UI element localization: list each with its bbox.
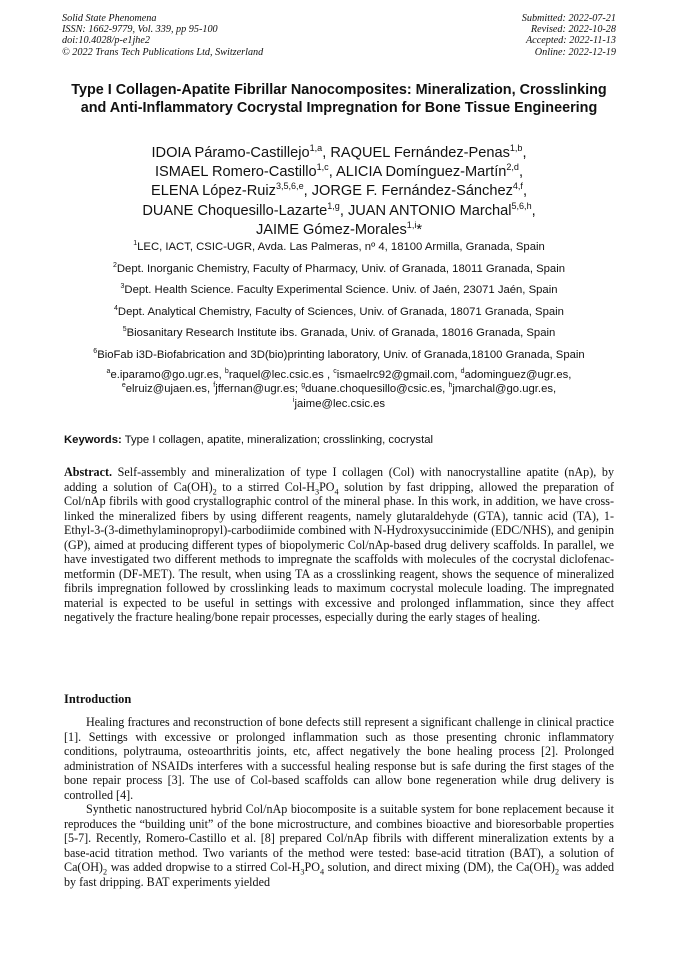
abstract-text: Self-assembly and mineralization of type I collagen (Col) with nanocrystalline apatite (nAp), by adding a solution of Ca(OH) (64, 465, 614, 494)
paragraph-text: Synthetic nanostructured hybrid Col/nAp biocomposite is a suitable system for bone replacement because it reproduces the “building unit” of the bone microstructure, and combines bioactive and bioresorbable properties [5-7]. Recently, Romero-Castillo et al. [8] prepared Col/nAp fibrils with different mineralization extents by a base-acid titration method. Two variants of the method were tested: base-acid titration (BAT), a solution of Ca(OH) (64, 802, 614, 874)
subscript: 4 (334, 486, 339, 496)
keywords-label: Keywords: (64, 434, 122, 446)
affiliation (40, 305, 638, 319)
email-sup: f (213, 382, 216, 390)
author-name: ALICIA Domínguez-Martín (336, 164, 507, 181)
email-sup: g (301, 382, 306, 390)
affiliation (40, 326, 638, 340)
subscript: 2 (102, 867, 108, 877)
affiliation-sup: 4 (114, 305, 118, 313)
abstract-paragraph (64, 465, 614, 625)
copyright-line: © 2022 Trans Tech Publications Ltd, Switzerland (62, 46, 264, 58)
email-link[interactable]: jmarchal@go.ugr.es (452, 383, 553, 396)
email-link[interactable]: ismaelrc92@gmail.com (336, 369, 455, 381)
email-sup: d (460, 368, 465, 376)
affiliation (40, 240, 638, 254)
introduction-heading: Introduction (64, 692, 132, 706)
email-link[interactable]: adominguez@ugr.es (464, 369, 569, 381)
email-link[interactable]: jffernan@ugr.es (215, 383, 295, 396)
affiliation-text: BioFab i3D-Biofabrication and 3D(bio)printing laboratory, Univ. of Granada,18100 Granada, Spain (97, 348, 585, 361)
subscript: 4 (319, 867, 325, 877)
paragraph-text: was added dropwise to a stirred Col-H (107, 860, 301, 874)
author-affil-sup: 1,i (406, 219, 417, 230)
author-affil-sup: 5,6,h (511, 200, 532, 211)
corresponding-author-mark: * (416, 221, 423, 238)
author-affil-sup: 1,c (316, 162, 329, 173)
submitted-date: Submitted: 2022-07-21 (521, 13, 616, 24)
email-sup: e (121, 382, 126, 390)
email-sup: a (106, 368, 111, 376)
introduction-body (64, 715, 614, 889)
paragraph-text: was added by fast dripping. BAT experiments yielded (64, 860, 615, 889)
email-link[interactable]: e.iparamo@go.ugr.es (110, 369, 219, 381)
author-name: JUAN ANTONIO Marchal (347, 202, 512, 219)
subscript: 2 (554, 867, 560, 877)
affiliation-sup: 5 (122, 326, 127, 334)
author-affil-sup: 1,a (309, 143, 323, 154)
email-sup: b (224, 368, 229, 376)
subscript: 3 (300, 867, 305, 877)
email-link[interactable]: elruiz@ujaen.es (125, 383, 207, 396)
subscript: 3 (314, 486, 320, 496)
email-sup: i (292, 396, 295, 404)
author-name: JAIME Gómez-Morales (255, 221, 407, 238)
accepted-date: Accepted: 2022-11-13 (525, 35, 616, 47)
affiliation-text: Dept. Inorganic Chemistry, Faculty of Pharmacy, Univ. of Granada, 18011 Granada, Spain (116, 262, 566, 275)
affiliation (40, 262, 638, 276)
issn-line: ISSN: 1662-9779, Vol. 339, pp 95-100 (62, 24, 218, 36)
author-list: IDOIA Páramo-Castillejo$^{1,a}$, RAQUEL Fernández-Penas$^{1,b}$, ISMAEL Romero-Castillo$^{1,c}$, ALICIA Domínguez-Martín$^{2,d}$, ELENA López-Ruiz$^{3,5,6,e}$, JORGE F. Fernández-Sánchez$^{4,f}$, DUANE Choquesillo-Lazarte$^{1,g}$, JUAN ANTONIO Marchal$^{5,6,h}$, JAIME Gómez-Morales$^{1,i}$* (142, 143, 536, 238)
journal-header-right (522, 13, 616, 58)
paper-title: Type I Collagen-Apatite Fibrillar Nanocomposites: Mineralization, Crosslinking and Anti-Inflammatory Cocrystal Impregnation for Bone Tissue Engineering (71, 82, 607, 116)
author-name: RAQUEL Fernández-Penas (330, 145, 510, 161)
affiliation-sup: 6 (93, 348, 98, 356)
author-affil-sup: 1,g (327, 200, 340, 211)
keywords-text: Type I collagen, apatite, mineralization; crosslinking, cocrystal (124, 434, 434, 446)
paragraph-text: Healing fractures and reconstruction of bone defects still represent a significant challenge in clinical practice [1]. Settings with excessive or prolonged inflammation such as those presenting chronic inflammatory conditions, polytrauma, osteoarthritis joints, etc, affect negatively the bone healing process [2]. Prolonged administration of NSAIDs interferes with a successful healing response but is safe during the first stages of the bone repair process [3]. The use of Col-based scaffolds can allow bone regeneration while drug delivery is controlled [4]. (64, 715, 614, 802)
author-name: IDOIA Páramo-Castillejo (151, 145, 310, 161)
author-name: DUANE Choquesillo-Lazarte (142, 202, 328, 219)
keywords-line (64, 433, 616, 447)
revised-date: Revised: 2022-10-28 (530, 24, 616, 36)
affiliation-sup: 3 (120, 283, 125, 291)
author-affil-sup: 1,b (509, 143, 523, 154)
affiliation-text: Biosanitary Research Institute ibs. Granada, Univ. of Granada, 18016 Granada, Spain (126, 327, 556, 340)
email-list: $^a$e.iparamo@go.ugr.es, $^b$raquel@lec.csic.es , $^c$ismaelrc92@gmail.com, $^d$adominguez@ugr.es, $^e$elruiz@ujaen.es, $^f$jffernan@ugr.es; $^g$duane.choquesillo@csic.es, $^h$jmarchal@go.ugr.es, $^i$jaime@lec.csic.es (106, 368, 572, 410)
abstract-label: Abstract. (64, 465, 113, 479)
author-name: JORGE F. Fernández-Sánchez (311, 183, 513, 200)
author-affil-sup: 4,f (512, 181, 523, 192)
body-paragraph (64, 715, 614, 802)
journal-header-left (62, 13, 263, 58)
abstract-text: PO (319, 479, 335, 494)
affiliation-text: Dept. Analytical Chemistry, Faculty of Sciences, Univ. of Granada, 18071 Granada, Spain (117, 305, 564, 318)
email-link[interactable]: jaime@lec.csic.es (294, 397, 386, 410)
affiliation-text: Dept. Health Science. Faculty Experimental Science. Univ. of Jaén, 23071 Jaén, Spain (124, 284, 558, 297)
email-link[interactable]: duane.choquesillo@csic.es (305, 383, 443, 396)
affiliation (40, 348, 638, 362)
abstract-text: to a stirred Col-H (216, 479, 315, 494)
author-affil-sup: 2,d (506, 162, 519, 173)
author-affil-sup: 3,5,6,e (275, 181, 304, 192)
affiliation-sup: 1 (133, 240, 138, 248)
email-sup: c (333, 368, 337, 376)
email-sup: h (448, 382, 453, 390)
email-link[interactable]: raquel@lec.csic.es (228, 369, 324, 381)
subscript: 2 (212, 486, 217, 496)
affiliation (40, 283, 638, 297)
body-paragraph (64, 802, 614, 889)
online-date: Online: 2022-12-19 (534, 46, 616, 58)
author-name: ELENA López-Ruiz (151, 183, 276, 200)
paragraph-text: solution, and direct mixing (DM), the Ca(OH) (324, 860, 555, 874)
paragraph-text: PO (304, 860, 320, 874)
abstract-text: solution by fast dripping, allowed the preparation of Col/nAp fibrils with good crystallographic control of the mineral phase. In this work, in addition, we have cross-linked the mineralized fibers by using different reagents, namely glutaraldehyde (GTA), tannic acid (TA), 1-Ethyl-3-(3-dimethylaminopropyl)-carbodiimide combined with N-Hydroxysuccinimide (EDC/NHS), and genipin (GP), aimed at producing different types of biopolymeric Col/nAp-based drug delivery scaffolds. In parallel, we have investigated two different methods to impregnate the scaffolds with molecules of the cocrystal diclofenac-metformin (DF-MET). The result, when using TA as a crosslinking reagent, shows the sequence of mineralized fibrils impregnation followed by crosslinking leads to maximum cocrystal molecule loading. The impregnated material is expected to be useful in settings with excessive and prolonged inflammation, since they affect negatively the fracture healing/bone repair processes, especially during the early stages of healing. (64, 479, 615, 624)
doi-line: doi:10.4028/p-e1jhe2 (62, 35, 150, 47)
affiliation-text: LEC, IACT, CSIC-UGR, Avda. Las Palmeras, nº 4, 18100 Armilla, Granada, Spain (137, 241, 545, 253)
affiliation-sup: 2 (112, 261, 117, 269)
journal-name: Solid State Phenomena (62, 13, 157, 24)
author-name: ISMAEL Romero-Castillo (154, 164, 317, 181)
affiliation-list (40, 240, 638, 370)
